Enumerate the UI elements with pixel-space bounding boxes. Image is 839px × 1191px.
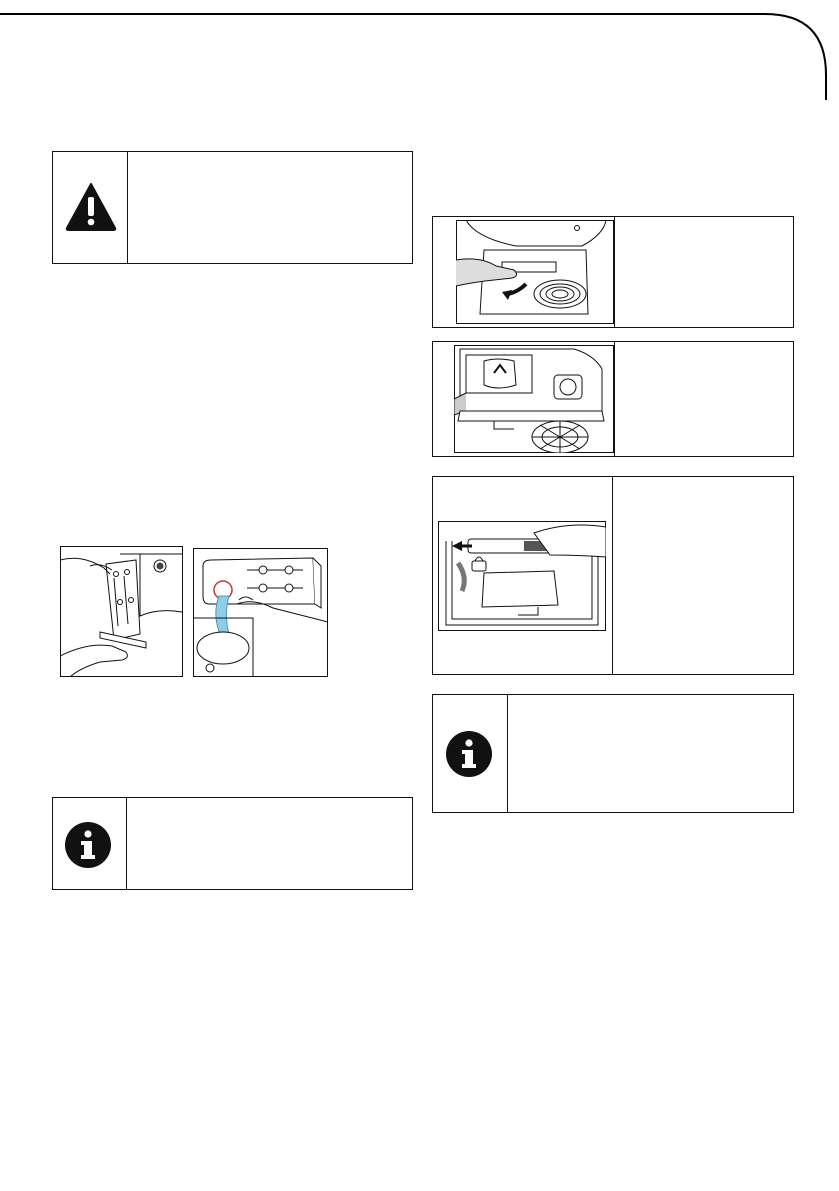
warning-triangle-icon	[65, 182, 117, 237]
info-box-left	[52, 797, 413, 890]
info-icon	[445, 730, 493, 783]
detergent-drawer-removal-illustration	[60, 546, 183, 677]
page-corner-line	[0, 0, 839, 100]
filter-cleaning-brush-illustration	[438, 521, 606, 636]
filter-housing-illustration	[454, 345, 614, 458]
warning-box	[52, 151, 413, 264]
step-box-1	[432, 216, 794, 328]
step-box-3	[432, 476, 794, 675]
info-box-right	[432, 694, 794, 813]
filter-cover-open-illustration	[456, 220, 614, 329]
detergent-drawer-rinsing-illustration	[193, 548, 328, 677]
step-box-2	[432, 341, 794, 457]
info-icon	[64, 821, 112, 874]
